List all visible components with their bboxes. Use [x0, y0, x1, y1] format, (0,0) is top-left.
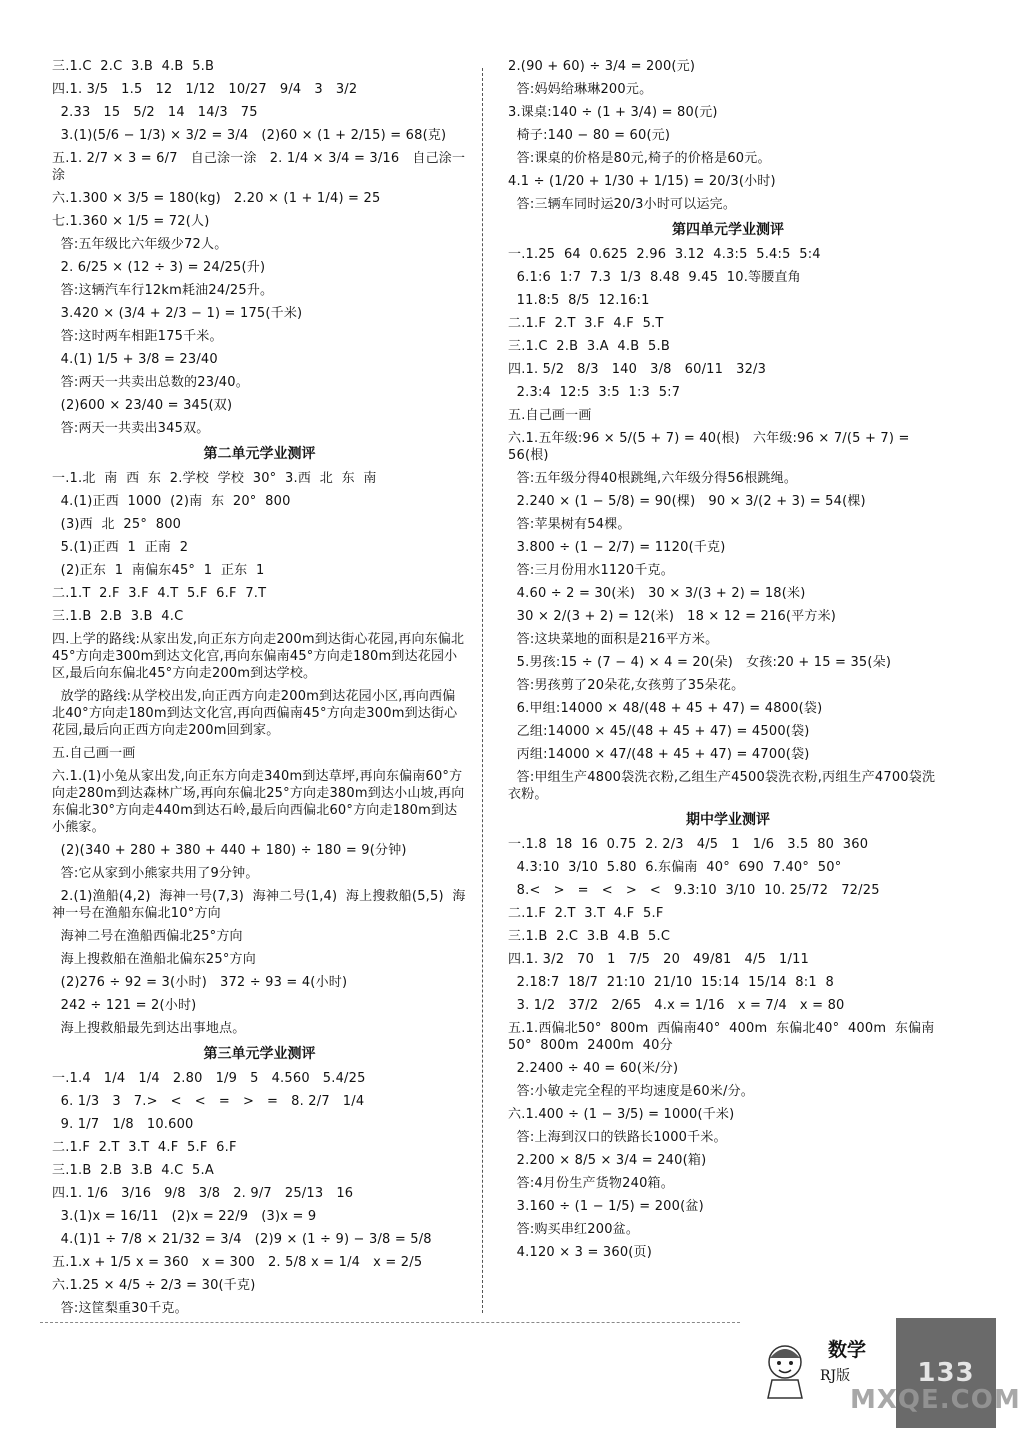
answer-line: 二.1.T 2.F 3.F 4.T 5.F 6.F 7.T — [52, 586, 267, 601]
answer-line: 5.(1)正西 1 正南 2 — [52, 540, 189, 555]
answer-line: 2. 6/25 × (12 ÷ 3) = 24/25(升) — [52, 260, 266, 275]
section-title: 第二单元学业测评 — [203, 446, 316, 462]
answer-line: 三.1.B 2.B 3.B 4.C — [52, 609, 184, 624]
answer-line: 五.1.x + 1/5 x = 360 x = 300 2. 5/8 x = 1/4 x = 2/5 — [52, 1255, 423, 1270]
answer-line: 6.1:6 1:7 7.3 1/3 8.48 9.45 10.等腰直角 — [508, 270, 801, 285]
mascot-icon — [762, 1340, 808, 1400]
answer-line: 答:小敏走完全程的平均速度是60米/分。 — [508, 1084, 754, 1099]
answer-line: 四.1. 3/5 1.5 12 1/12 10/27 9/4 3 3/2 — [52, 82, 358, 97]
answer-line: 3. 1/2 37/2 2/65 4.x = 1/16 x = 7/4 x = 80 — [508, 998, 845, 1013]
answer-line: 一.1.4 1/4 1/4 2.80 1/9 5 4.560 5.4/25 — [52, 1071, 366, 1086]
answer-line: 六.1.(1)小兔从家出发,向正东方向走340m到达草坪,再向东偏南60°方向走280m到达森林广场,再向东偏北25°方向走380m到达小山坡,再向东偏北30°方向走440m到达石岭,最后向西偏北60°方向走180m到达小熊家。 — [52, 769, 465, 835]
answer-line: 8.< > = < > < 9.3:10 3/10 10. 25/72 72/25 — [508, 883, 880, 898]
answer-line: 答:五年级分得40根跳绳,六年级分得56根跳绳。 — [508, 471, 798, 486]
answer-line: 6.甲组:14000 × 48/(48 + 45 + 47) = 4800(袋) — [508, 701, 823, 716]
answer-line: 答:这块菜地的面积是216平方米。 — [508, 632, 719, 647]
answer-line: 答:男孩剪了20朵花,女孩剪了35朵花。 — [508, 678, 745, 693]
answer-line: 答:苹果树有54棵。 — [508, 517, 631, 532]
answer-line: 4.120 × 3 = 360(页) — [508, 1245, 653, 1260]
answer-line: 3.课桌:140 ÷ (1 + 3/4) = 80(元) — [508, 105, 718, 120]
footer-edition: RJ版 — [820, 1368, 851, 1384]
answer-line: 海神二号在渔船西偏北25°方向 — [52, 929, 243, 944]
answer-line: 答:4月份生产货物240箱。 — [508, 1176, 674, 1191]
answer-line: 3.(1)(5/6 − 1/3) × 3/2 = 3/4 (2)60 × (1 + 2/15) = 68(克) — [52, 128, 447, 143]
answer-line: 四.1. 3/2 70 1 7/5 20 49/81 4/5 1/11 — [508, 952, 810, 967]
answer-line: 242 ÷ 121 = 2(小时) — [52, 998, 197, 1013]
answer-line: 乙组:14000 × 45/(48 + 45 + 47) = 4500(袋) — [508, 724, 810, 739]
answer-line: 五.1. 2/7 × 3 = 6/7 自己涂一涂 2. 1/4 × 3/4 = 3/16 自己涂一涂 — [52, 151, 466, 183]
answer-line: 2.18:7 18/7 21:10 21/10 15:14 15/14 8:1 8 — [508, 975, 834, 990]
answer-line: 答:五年级比六年级少72人。 — [52, 237, 228, 252]
answer-line: 一.1.北 南 西 东 2.学校 学校 30° 3.西 北 东 南 — [52, 471, 377, 486]
footer-subject: 数学 — [828, 1339, 867, 1361]
answer-line: 七.1.360 × 1/5 = 72(人) — [52, 214, 210, 229]
answer-line: 4.1 ÷ (1/20 + 1/30 + 1/15) = 20/3(小时) — [508, 174, 776, 189]
answer-line: 椅子:140 − 80 = 60(元) — [508, 128, 671, 143]
section-title: 期中学业测评 — [686, 812, 770, 828]
answer-line: 5.男孩:15 ÷ (7 − 4) × 4 = 20(朵) 女孩:20 + 15 = 35(朵) — [508, 655, 892, 670]
answer-line: 三.1.B 2.B 3.B 4.C 5.A — [52, 1163, 214, 1178]
answer-line: 2.200 × 8/5 × 3/4 = 240(箱) — [508, 1153, 707, 1168]
answer-line: 3.160 ÷ (1 − 1/5) = 200(盆) — [508, 1199, 704, 1214]
answer-line: 30 × 2/(3 + 2) = 12(米) 18 × 12 = 216(平方米) — [508, 609, 837, 624]
answer-line: 放学的路线:从学校出发,向正西方向走200m到达花园小区,再向西偏北40°方向走180m到达文化宫,再向西偏南45°方向走300m到达街心花园,最后向正西方向走200m回到家。 — [52, 689, 458, 738]
section-title: 第四单元学业测评 — [672, 222, 784, 238]
answer-line: 丙组:14000 × 47/(48 + 45 + 47) = 4700(袋) — [508, 747, 810, 762]
answer-line: 六.1.300 × 3/5 = 180(kg) 2.20 × (1 + 1/4) = 25 — [52, 191, 381, 206]
answer-line: 2.33 15 5/2 14 14/3 75 — [52, 105, 258, 120]
column-divider — [482, 68, 483, 1313]
answer-line: 2.240 × (1 − 5/8) = 90(棵) 90 × 3/(2 + 3) = 54(棵) — [508, 494, 866, 509]
answer-line: 答:这辆汽车行12km耗油24/25升。 — [52, 283, 274, 298]
answer-line: 五.1.西偏北50° 800m 西偏南40° 400m 东偏北40° 400m 东偏南50° 800m 2400m 40分 — [508, 1021, 935, 1053]
footer-rule — [40, 1322, 740, 1323]
answer-line: 二.1.F 2.T 3.T 4.F 5.F 6.F — [52, 1140, 237, 1155]
right-column — [508, 58, 948, 1267]
answer-line: 2.3:4 12:5 3:5 1:3 5:7 — [508, 385, 681, 400]
answer-line: 海上搜救船最先到达出事地点。 — [52, 1021, 246, 1036]
answer-line: 四.1. 5/2 8/3 140 3/8 60/11 32/3 — [508, 362, 767, 377]
answer-line: 3.420 × (3/4 + 2/3 − 1) = 175(千米) — [52, 306, 303, 321]
answer-line: 三.1.C 2.C 3.B 4.B 5.B — [52, 59, 215, 74]
answer-line: 五.自己画一画 — [52, 746, 136, 761]
answer-line: 答:甲组生产4800袋洗衣粉,乙组生产4500袋洗衣粉,丙组生产4700袋洗衣粉。 — [508, 770, 936, 802]
answer-line: 海上搜救船在渔船北偏东25°方向 — [52, 952, 256, 967]
answer-line: 答:妈妈给琳琳200元。 — [508, 82, 653, 97]
answer-line: 2.(90 + 60) ÷ 3/4 = 200(元) — [508, 59, 696, 74]
page-number: 133 — [896, 1318, 996, 1428]
answer-line: 4.(1) 1/5 + 3/8 = 23/40 — [52, 352, 218, 367]
answer-line: 4.(1)1 ÷ 7/8 × 21/32 = 3/4 (2)9 × (1 ÷ 9) − 3/8 = 5/8 — [52, 1232, 432, 1247]
section-title: 第三单元学业测评 — [203, 1046, 316, 1062]
answer-line: 6. 1/3 3 7.> < < = > = 8. 2/7 1/4 — [52, 1094, 365, 1109]
answer-line: 三.1.C 2.B 3.A 4.B 5.B — [508, 339, 670, 354]
watermark: MXQE.COM — [850, 1385, 1021, 1415]
answer-line: (2)(340 + 280 + 380 + 440 + 180) ÷ 180 = 9(分钟) — [52, 843, 407, 858]
answer-line: 四.上学的路线:从家出发,向正东方向走200m到达街心花园,再向东偏北45°方向走300m到达文化宫,再向东偏南45°方向走180m到达花园小区,最后向东偏北45°方向走200m到达学校。 — [52, 632, 465, 681]
answer-line: 三.1.B 2.C 3.B 4.B 5.C — [508, 929, 671, 944]
left-column — [52, 58, 467, 1323]
answer-line: 一.1.8 18 16 0.75 2. 2/3 4/5 1 1/6 3.5 80 360 — [508, 837, 869, 852]
answer-line: (3)西 北 25° 800 — [52, 517, 182, 532]
answer-line: 答:购买串红200盆。 — [508, 1222, 640, 1237]
answer-line: 二.1.F 2.T 3.F 4.F 5.T — [508, 316, 664, 331]
answer-line: 答:它从家到小熊家共用了9分钟。 — [52, 866, 259, 881]
answer-line: 五.自己画一画 — [508, 408, 592, 423]
answer-line: 四.1. 1/6 3/16 9/8 3/8 2. 9/7 25/13 16 — [52, 1186, 354, 1201]
answer-line: (2)600 × 23/40 = 345(双) — [52, 398, 233, 413]
answer-line: 9. 1/7 1/8 10.600 — [52, 1117, 194, 1132]
answer-line: 二.1.F 2.T 3.T 4.F 5.F — [508, 906, 664, 921]
answer-line: 答:课桌的价格是80元,椅子的价格是60元。 — [508, 151, 771, 166]
answer-line: 3.(1)x = 16/11 (2)x = 22/9 (3)x = 9 — [52, 1209, 317, 1224]
answer-line: 答:这时两车相距175千米。 — [52, 329, 223, 344]
answer-line: 六.1.25 × 4/5 ÷ 2/3 = 30(千克) — [52, 1278, 256, 1293]
answer-line: 4.(1)正西 1000 (2)南 东 20° 800 — [52, 494, 291, 509]
answer-line: (2)正东 1 南偏东45° 1 正东 1 — [52, 563, 265, 578]
answer-line: 答:上海到汉口的铁路长1000千米。 — [508, 1130, 727, 1145]
answer-line: 六.1.400 ÷ (1 − 3/5) = 1000(千米) — [508, 1107, 735, 1122]
answer-line: 11.8:5 8/5 12.16:1 — [508, 293, 650, 308]
answer-line: 一.1.25 64 0.625 2.96 3.12 4.3:5 5.4:5 5:4 — [508, 247, 821, 262]
answer-line: 4.3:10 3/10 5.80 6.东偏南 40° 690 7.40° 50° — [508, 860, 842, 875]
answer-line: 答:三月份用水1120千克。 — [508, 563, 674, 578]
answer-line: 答:三辆车同时运20/3小时可以运完。 — [508, 197, 737, 212]
answer-line: (2)276 ÷ 92 = 3(小时) 372 ÷ 93 = 4(小时) — [52, 975, 348, 990]
answer-line: 3.800 ÷ (1 − 2/7) = 1120(千克) — [508, 540, 726, 555]
answer-line: 答:这筐梨重30千克。 — [52, 1301, 188, 1316]
answer-line: 4.60 ÷ 2 = 30(米) 30 × 3/(3 + 2) = 18(米) — [508, 586, 806, 601]
answer-line: 答:两天一共卖出总数的23/40。 — [52, 375, 249, 390]
answer-line: 六.1.五年级:96 × 5/(5 + 7) = 40(根) 六年级:96 × 7/(5 + 7) = 56(根) — [508, 431, 914, 463]
answer-line: 答:两天一共卖出345双。 — [52, 421, 210, 436]
answer-line: 2.(1)渔船(4,2) 海神一号(7,3) 海神二号(1,4) 海上搜救船(5,5) 海神一号在渔船东偏北10°方向 — [52, 889, 466, 921]
answer-line: 2.2400 ÷ 40 = 60(米/分) — [508, 1061, 679, 1076]
